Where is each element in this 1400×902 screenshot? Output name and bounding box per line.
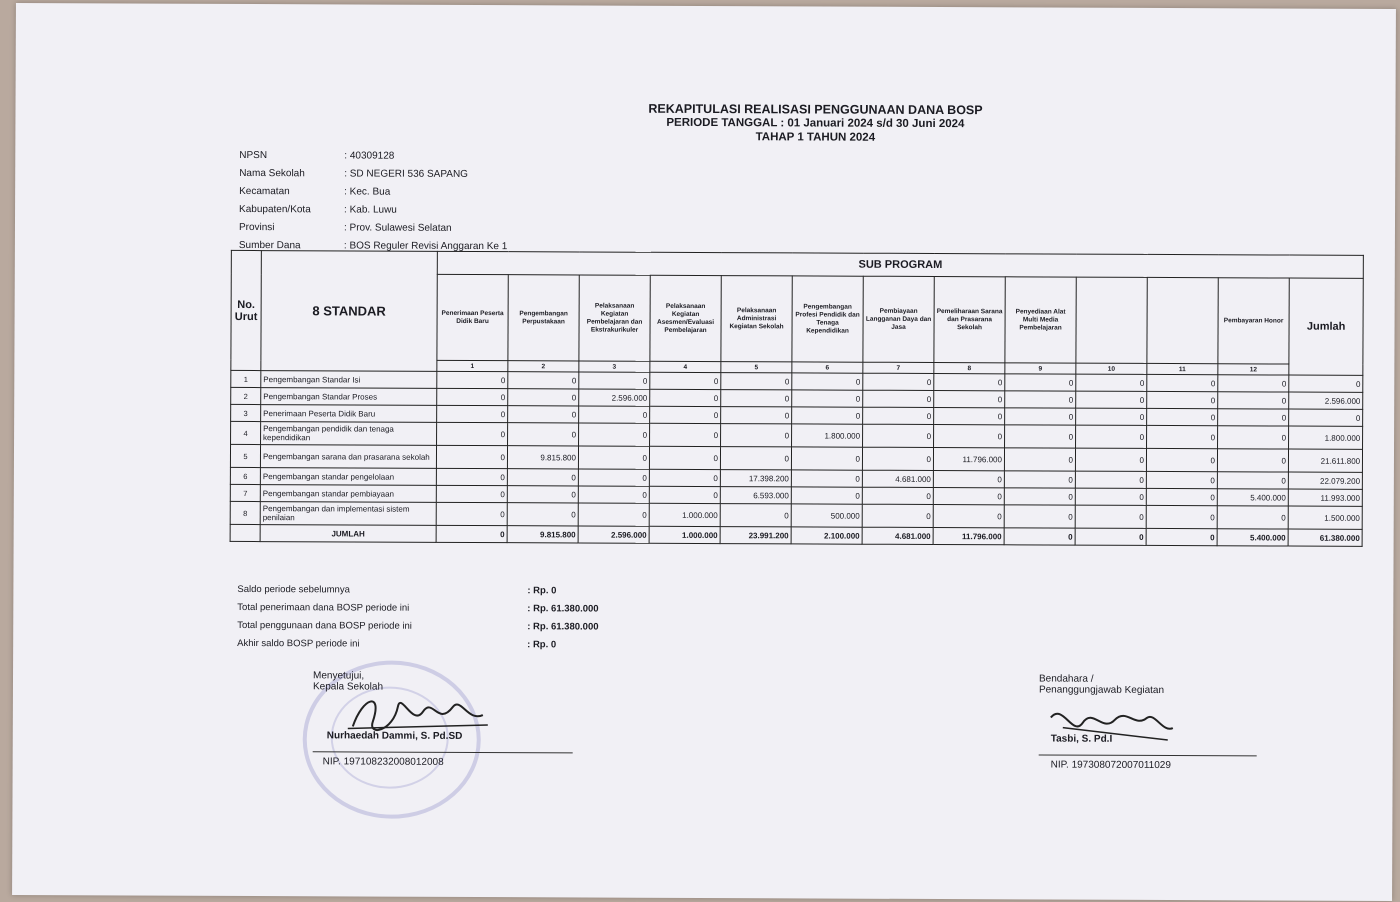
column-number: 1	[437, 360, 508, 371]
column-number: 6	[792, 362, 863, 373]
column-total: 0	[1004, 528, 1075, 545]
cell-value: 0	[508, 389, 579, 406]
cell-value: 0	[791, 470, 862, 487]
cell-value: 0	[934, 391, 1005, 408]
cell-value: 0	[1218, 375, 1289, 392]
column-header: Pembayaran Honor	[1218, 278, 1289, 364]
cell-value: 0	[1218, 426, 1289, 449]
cell-value: 0	[792, 373, 863, 390]
standard-header: 8 STANDAR	[261, 251, 438, 372]
info-row: Kecamatan : Kec. Bua	[239, 185, 391, 198]
cell-value: 0	[1147, 408, 1218, 425]
cell-value: 0	[650, 423, 721, 446]
cell-value: 0	[1147, 425, 1218, 448]
cell-value: 0	[1217, 472, 1288, 489]
column-total: 0	[436, 525, 507, 542]
row-standard-name: Pengembangan Standar Isi	[261, 371, 437, 389]
column-header: Pelaksanaan Administrasi Kegiatan Sekolah	[721, 276, 792, 362]
cell-value: 0	[1217, 449, 1288, 472]
grand-total: 61.380.000	[1288, 529, 1362, 546]
column-header: Pelaksanaan Kegiatan Asesmen/Evaluasi Pembelajaran	[650, 275, 721, 361]
cell-value: 0	[1218, 392, 1289, 409]
row-standard-name: Pengembangan standar pengelolaan	[260, 468, 436, 486]
cell-value: 0	[508, 372, 579, 389]
cell-value: 0	[934, 408, 1005, 425]
column-number: 5	[721, 362, 792, 373]
treasurer-signature	[1043, 697, 1183, 758]
column-number: 10	[1076, 363, 1147, 374]
row-total: 22.079.200	[1288, 472, 1362, 489]
row-total: 1.500.000	[1288, 506, 1362, 529]
treasurer-label: Bendahara /	[1038, 673, 1094, 685]
cell-value: 0	[507, 503, 578, 526]
cell-value: 5.400.000	[1217, 489, 1288, 506]
cell-value: 0	[1075, 488, 1146, 505]
school-info	[239, 146, 508, 255]
info-row: Nama Sekolah : SD NEGERI 536 SAPANG	[239, 167, 468, 180]
cell-value: 0	[650, 406, 721, 423]
cell-value: 0	[934, 374, 1005, 391]
cell-value: 0	[1004, 471, 1075, 488]
cell-value: 0	[1146, 488, 1217, 505]
cell-value: 0	[649, 446, 720, 469]
cell-value: 0	[791, 447, 862, 470]
cell-value: 0	[933, 505, 1004, 528]
balance-row: Total penerimaan dana BOSP periode ini : Rp. 61.380.000	[237, 601, 599, 615]
info-row: Provinsi : Prov. Sulawesi Selatan	[238, 221, 452, 234]
cell-value: 0	[508, 423, 579, 446]
cell-value: 0	[437, 422, 508, 445]
row-number: 6	[230, 467, 260, 484]
row-total: 11.993.000	[1288, 489, 1362, 506]
cell-value: 0	[436, 468, 507, 485]
balance-row: Total penggunaan dana BOSP periode ini : Rp. 61.380.000	[237, 619, 599, 633]
cell-value: 500.000	[791, 504, 862, 527]
column-number: 4	[650, 361, 721, 372]
cell-value: 0	[578, 486, 649, 503]
info-row: Sumber Dana : BOS Reguler Revisi Anggaran Ke 1	[238, 239, 508, 252]
info-row: NPSN : 40309128	[239, 149, 395, 162]
cell-value: 11.796.000	[933, 448, 1004, 471]
table-body	[230, 370, 1363, 546]
cell-value: 0	[1075, 448, 1146, 471]
cell-value: 0	[436, 502, 507, 525]
cell-value: 0	[507, 469, 578, 486]
cell-value: 1.800.000	[792, 424, 863, 447]
row-standard-name: Penerimaan Peserta Didik Baru	[261, 405, 437, 423]
principal-nip: NIP. 197108232008012008	[322, 756, 444, 768]
cell-value: 0	[1146, 471, 1217, 488]
cell-value: 0	[1146, 505, 1217, 528]
row-total: 21.611.800	[1288, 449, 1362, 472]
column-number: 11	[1147, 363, 1218, 374]
cell-value: 0	[650, 389, 721, 406]
column-number: 7	[863, 362, 934, 373]
cell-value: 6.593.000	[720, 487, 791, 504]
row-number: 3	[231, 404, 261, 421]
subprogram-header: SUB PROGRAM	[437, 251, 1363, 278]
treasurer-nip: NIP. 197308072007011029	[1050, 759, 1171, 772]
no-header: No. Urut	[231, 250, 262, 370]
column-header: Pengembangan Profesi Pendidik dan Tenaga Kependidikan	[792, 276, 863, 362]
cell-value: 0	[1147, 391, 1218, 408]
cell-value: 0	[579, 406, 650, 423]
treasurer-title: Penanggungjawab Kegiatan	[1038, 684, 1165, 697]
principal-title: Kepala Sekolah	[312, 681, 384, 693]
cell-value: 17.398.200	[720, 470, 791, 487]
row-number: 5	[230, 444, 260, 467]
column-number: 12	[1218, 364, 1289, 375]
cell-value: 0	[721, 390, 792, 407]
cell-value: 0	[579, 372, 650, 389]
cell-value: 0	[578, 469, 649, 486]
total-row	[230, 524, 1362, 546]
cell-value: 0	[933, 471, 1004, 488]
column-header	[1147, 277, 1218, 363]
row-standard-name: Pengembangan pendidik dan tenaga kependidikan	[261, 422, 437, 446]
report-title: REKAPITULASI REALISASI PENGGUNAAN DANA BOSP	[648, 101, 983, 118]
cell-value: 0	[721, 407, 792, 424]
cell-value: 0	[791, 487, 862, 504]
approval-label: Menyetujui,	[312, 670, 365, 682]
column-header: Pelaksanaan Kegiatan Pembelajaran dan Ekstrakurikuler	[579, 275, 650, 361]
cell-value: 0	[650, 372, 721, 389]
cell-value: 0	[1005, 391, 1076, 408]
column-total: 9.815.800	[507, 526, 578, 543]
cell-value: 4.681.000	[862, 470, 933, 487]
cell-value: 0	[792, 407, 863, 424]
cell-value: 0	[862, 447, 933, 470]
total-label: JUMLAH	[260, 525, 436, 543]
column-header: Pemeliharaan Sarana dan Prasarana Sekolah	[934, 277, 1005, 363]
cell-value: 0	[1004, 488, 1075, 505]
column-header: Penyediaan Alat Multi Media Pembelajaran	[1005, 277, 1076, 363]
cell-value: 0	[792, 390, 863, 407]
cell-value: 1.000.000	[649, 503, 720, 526]
cell-value: 0	[863, 390, 934, 407]
cell-value: 0	[1076, 374, 1147, 391]
cell-value: 0	[437, 371, 508, 388]
cell-value: 0	[436, 485, 507, 502]
report-period: PERIODE TANGGAL : 01 Januari 2024 s/d 30 Juni 2024	[666, 116, 965, 131]
treasurer-name: Tasbi, S. Pd.I	[1050, 733, 1113, 745]
cell-value: 0	[1004, 505, 1075, 528]
row-total: 0	[1289, 409, 1363, 426]
balance-summary	[237, 580, 599, 654]
cell-value: 0	[579, 423, 650, 446]
column-total: 0	[1146, 528, 1217, 545]
column-number: 9	[1005, 363, 1076, 374]
cell-value: 0	[720, 447, 791, 470]
cell-value: 0	[721, 373, 792, 390]
column-total: 2.100.000	[791, 527, 862, 544]
cell-value: 0	[1005, 425, 1076, 448]
row-total: 1.800.000	[1289, 426, 1363, 449]
cell-value: 0	[863, 373, 934, 390]
column-header: Pembiayaan Langganan Daya dan Jasa	[863, 276, 934, 362]
balance-row: Akhir saldo BOSP periode ini : Rp. 0	[237, 637, 557, 650]
cell-value: 0	[1076, 425, 1147, 448]
row-number: 1	[231, 370, 261, 387]
cell-value: 0	[578, 503, 649, 526]
balance-row: Saldo periode sebelumnya : Rp. 0	[237, 583, 557, 596]
document-page	[12, 3, 1396, 901]
total-header: Jumlah	[1289, 278, 1364, 375]
cell-value: 0	[1075, 505, 1146, 528]
cell-value: 0	[437, 388, 508, 405]
column-header	[1076, 277, 1147, 363]
cell-value: 0	[721, 424, 792, 447]
row-total: 2.596.000	[1289, 392, 1363, 409]
cell-value: 0	[862, 504, 933, 527]
row-standard-name: Pengembangan Standar Proses	[261, 388, 437, 406]
column-total: 11.796.000	[933, 528, 1004, 545]
info-row: Kabupaten/Kota : Kab. Luwu	[239, 203, 397, 216]
cell-value: 0	[1146, 448, 1217, 471]
column-number: 3	[579, 361, 650, 372]
cell-value: 0	[437, 405, 508, 422]
cell-value: 0	[1076, 391, 1147, 408]
column-number: 8	[934, 363, 1005, 374]
cell-value: 0	[862, 487, 933, 504]
column-total: 5.400.000	[1217, 529, 1288, 546]
cell-value: 0	[1005, 374, 1076, 391]
cell-value: 0	[649, 469, 720, 486]
cell-value: 0	[1218, 409, 1289, 426]
row-standard-name: Pengembangan dan implementasi sistem penilaian	[260, 502, 436, 526]
column-total: 0	[1075, 528, 1146, 545]
row-number: 4	[231, 421, 261, 444]
cell-value: 0	[934, 425, 1005, 448]
row-number: 2	[231, 387, 261, 404]
column-header: Penerimaan Peserta Didik Baru	[437, 274, 508, 360]
cell-value: 0	[1217, 506, 1288, 529]
recap-table	[230, 250, 1364, 547]
cell-value: 0	[508, 406, 579, 423]
row-standard-name: Pengembangan standar pembiayaan	[260, 485, 436, 503]
column-total: 4.681.000	[862, 527, 933, 544]
cell-value: 0	[933, 488, 1004, 505]
row-standard-name: Pengembangan sarana dan prasarana sekolah	[260, 445, 436, 469]
cell-value: 0	[436, 445, 507, 468]
cell-value: 0	[1005, 408, 1076, 425]
column-header: Pengembangan Perpustakaan	[508, 275, 579, 361]
column-total: 23.991.200	[720, 527, 791, 544]
cell-value: 0	[863, 424, 934, 447]
principal-signature	[343, 686, 493, 747]
cell-value: 0	[1004, 448, 1075, 471]
cell-value: 0	[720, 504, 791, 527]
report-phase: TAHAP 1 TAHUN 2024	[755, 131, 876, 144]
cell-value: 0	[1075, 471, 1146, 488]
cell-value: 0	[649, 486, 720, 503]
cell-value: 9.815.800	[507, 446, 578, 469]
total-spacer	[230, 524, 260, 541]
row-number: 8	[230, 501, 260, 524]
cell-value: 0	[578, 446, 649, 469]
cell-value: 2.596.000	[579, 389, 650, 406]
column-number: 2	[508, 361, 579, 372]
cell-value: 0	[507, 486, 578, 503]
column-total: 1.000.000	[649, 526, 720, 543]
column-total: 2.596.000	[578, 526, 649, 543]
report-header	[575, 101, 1055, 145]
cell-value: 0	[863, 407, 934, 424]
cell-value: 0	[1147, 374, 1218, 391]
cell-value: 0	[1076, 408, 1147, 425]
row-number: 7	[230, 484, 260, 501]
row-total: 0	[1289, 375, 1363, 392]
principal-name: Nurhaedah Dammi, S. Pd.SD	[326, 730, 463, 742]
